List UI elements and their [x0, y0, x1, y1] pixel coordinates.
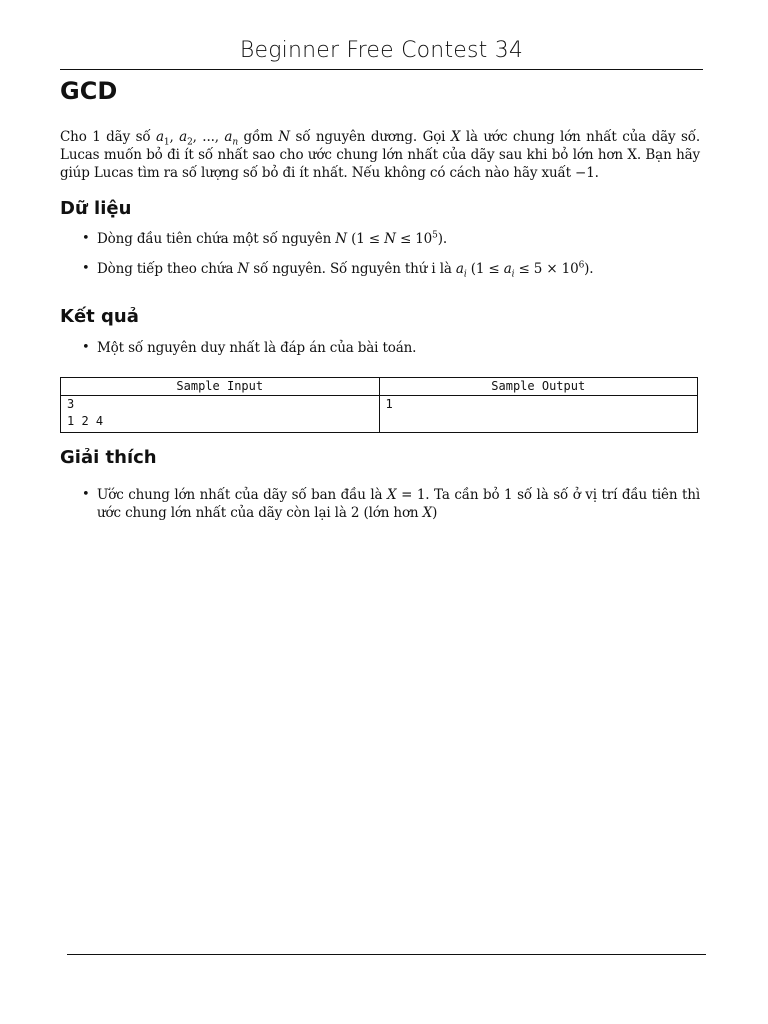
item-text: số nguyên. Số nguyên thứ i là [249, 261, 456, 277]
math-subscript: 2 [187, 137, 193, 148]
math-x: X [387, 487, 397, 503]
math-subscript: 1 [163, 137, 170, 148]
math-n: N [384, 231, 396, 247]
math-a: a [455, 261, 464, 277]
item-text: ). [437, 231, 447, 247]
math-x: X [450, 129, 461, 145]
math-n: N [278, 129, 290, 145]
math-subscript: i [511, 269, 515, 280]
math-n: N [335, 231, 347, 247]
statement-text: là ước chung lớn nhất của dãy số. Lucas muốn bỏ đi ít số nhất sao cho ước chung lớn nhất của dãy sau khi bỏ lớn hơn X. Bạn hãy giúp Lucas tìm ra số lượng số bỏ đi ít nhất. Nếu không có cách nào hãy xuất −1. [60, 129, 700, 181]
input-item-1 [60, 230, 700, 248]
math-a: a [179, 129, 188, 145]
item-text: (1 ≤ [346, 231, 385, 247]
item-text: ≤ 10 [395, 231, 433, 247]
statement-text: , ..., [192, 129, 225, 145]
output-list [60, 339, 700, 357]
sample-output-cell: 1 [379, 396, 698, 433]
math-a: a [503, 261, 512, 277]
samples-table [60, 377, 698, 433]
samples-header-row [61, 378, 698, 396]
problem-content [60, 74, 700, 522]
explanation-heading: Giải thích [60, 447, 157, 468]
item-text: ≤ 5 × 10 [514, 261, 579, 277]
output-heading: Kết quả [60, 306, 139, 327]
statement-text: , [169, 129, 180, 145]
item-text: ). [584, 261, 594, 277]
math-subscript: n [232, 137, 238, 148]
math-a: a [156, 129, 164, 145]
item-text: Dòng đầu tiên chứa một số nguyên [97, 231, 336, 247]
item-text: (1 ≤ [466, 261, 504, 277]
statement-text: gồm [237, 129, 279, 145]
item-text: Dòng tiếp theo chứa [97, 261, 238, 277]
math-subscript: i [463, 269, 467, 280]
item-text: = 1. Ta cần bỏ 1 số là số ở vị trí đầu tiên thì ước chung lớn nhất của dãy còn lại là 2 (lớn hơn [97, 487, 700, 521]
math-a: a [224, 129, 233, 145]
sample-input-cell: 3 1 2 4 [61, 396, 380, 433]
header-rule [60, 69, 703, 70]
problem-title: GCD [60, 77, 118, 105]
problem-statement [60, 128, 700, 182]
math-exponent: 5 [432, 230, 438, 241]
math-exponent: 6 [578, 260, 585, 271]
input-list [60, 230, 700, 278]
footer-rule [67, 954, 706, 955]
input-heading: Dữ liệu [60, 198, 132, 219]
statement-text: số nguyên dương. Gọi [289, 129, 451, 145]
output-item-1: • Một số nguyên duy nhất là đáp án của bài toán. [60, 339, 700, 357]
explanation-list [60, 486, 700, 522]
sample-input-header: Sample Input [61, 378, 380, 396]
statement-text: Cho 1 dãy số [60, 129, 156, 145]
explanation-item-1 [60, 486, 700, 522]
input-item-2 [60, 260, 700, 278]
item-text: ) [432, 505, 438, 521]
samples-row [61, 396, 698, 433]
math-n: N [237, 261, 250, 277]
contest-header: Beginner Free Contest 34 [239, 38, 524, 63]
item-text: Ước chung lớn nhất của dãy số ban đầu là [97, 487, 388, 503]
sample-output-header: Sample Output [379, 378, 698, 396]
math-x: X [422, 505, 433, 521]
